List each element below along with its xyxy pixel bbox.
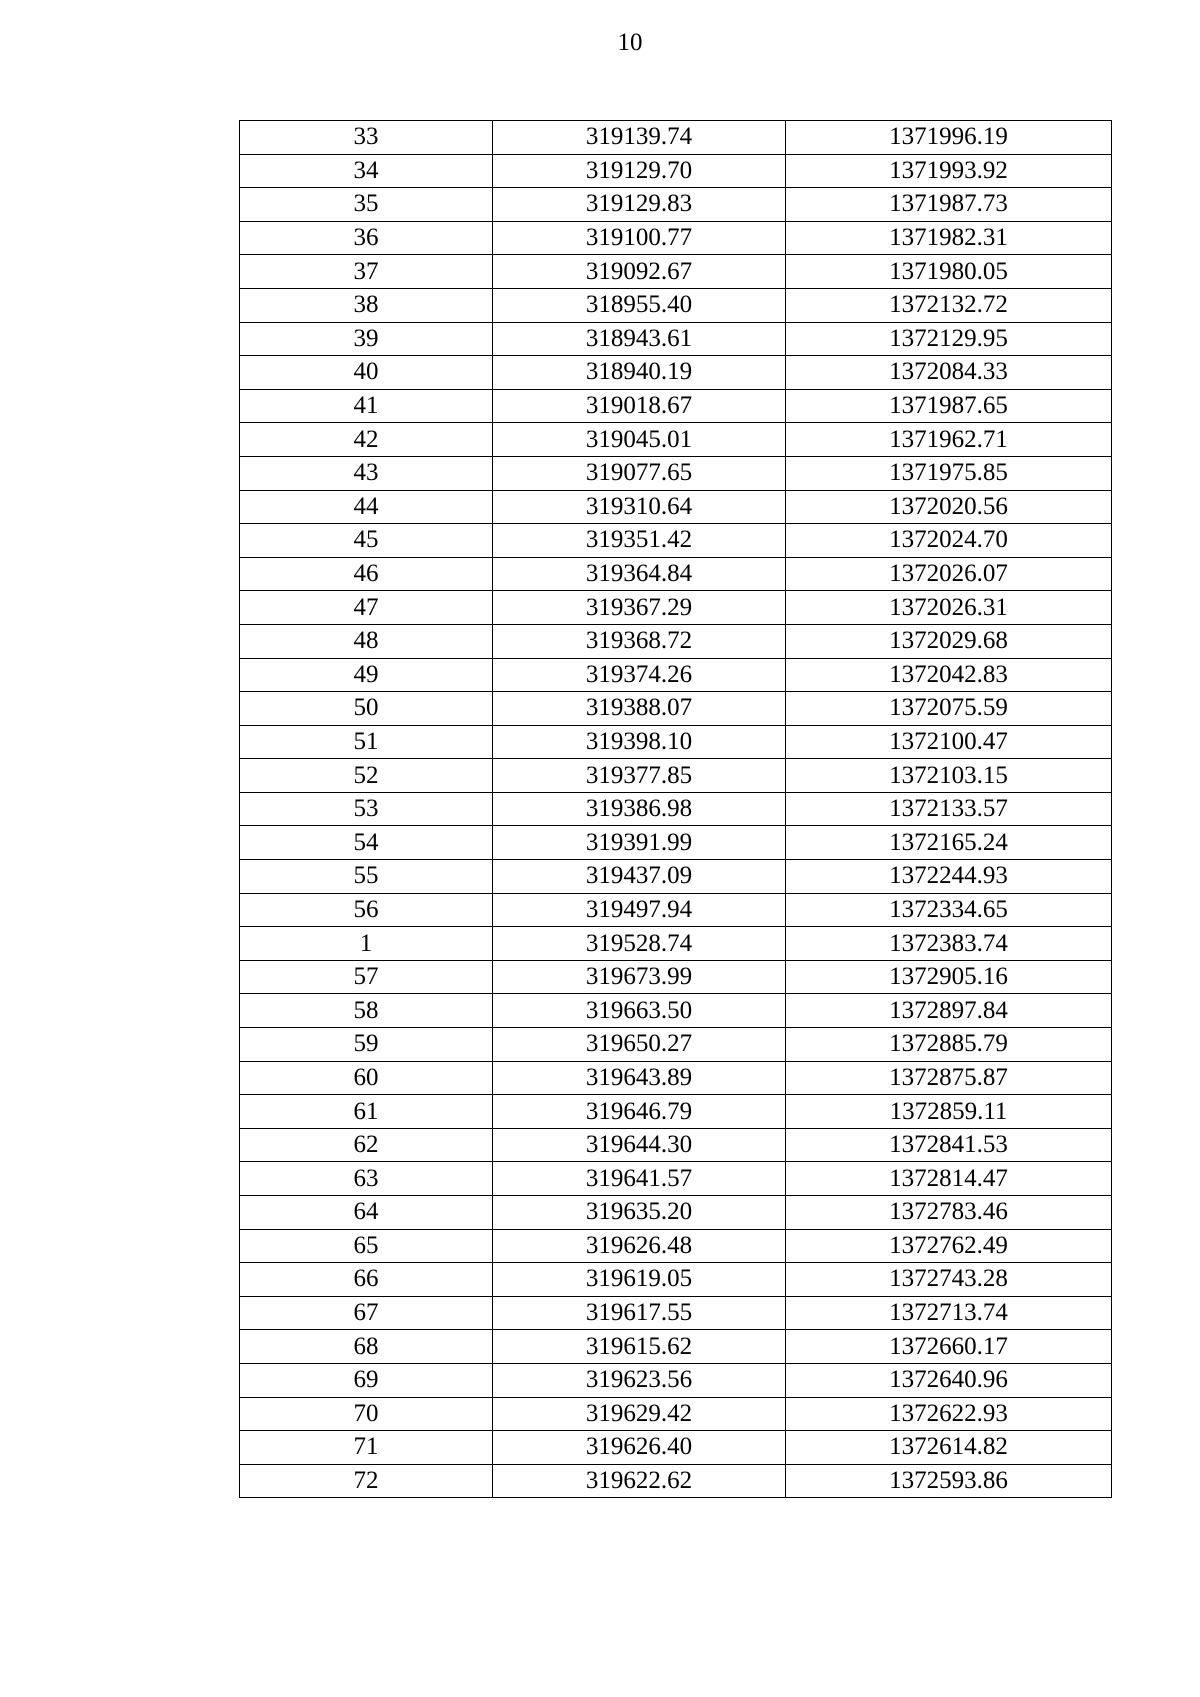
y-coordinate-cell: 1372100.47: [786, 725, 1112, 759]
point-number-cell: 70: [240, 1397, 493, 1431]
table-row: [240, 1229, 1112, 1263]
x-coordinate-cell: 319673.99: [493, 960, 786, 994]
y-coordinate-cell: 1372026.07: [786, 557, 1112, 591]
y-coordinate-cell: 1372841.53: [786, 1128, 1112, 1162]
x-coordinate-cell: 319386.98: [493, 792, 786, 826]
page-number: 10: [617, 29, 643, 56]
x-coordinate-cell: 319364.84: [493, 557, 786, 591]
x-coordinate-cell: 319644.30: [493, 1128, 786, 1162]
point-number-cell: 40: [240, 356, 493, 390]
point-number-cell: 54: [240, 826, 493, 860]
point-number-cell: 69: [240, 1363, 493, 1397]
table-row: [240, 1431, 1112, 1465]
point-number-cell: 56: [240, 893, 493, 927]
point-number-cell: 51: [240, 725, 493, 759]
x-coordinate-cell: 319388.07: [493, 692, 786, 726]
point-number-cell: 71: [240, 1431, 493, 1465]
table-row: [240, 658, 1112, 692]
point-number-cell: 36: [240, 221, 493, 255]
x-coordinate-cell: 319626.48: [493, 1229, 786, 1263]
y-coordinate-cell: 1372640.96: [786, 1363, 1112, 1397]
point-number-cell: 66: [240, 1263, 493, 1297]
table-row: [240, 1363, 1112, 1397]
point-number-cell: 44: [240, 490, 493, 524]
table-row: [240, 322, 1112, 356]
y-coordinate-cell: 1372244.93: [786, 860, 1112, 894]
y-coordinate-cell: 1372897.84: [786, 994, 1112, 1028]
table-row: [240, 692, 1112, 726]
y-coordinate-cell: 1371993.92: [786, 154, 1112, 188]
table-row: [240, 1196, 1112, 1230]
point-number-cell: 33: [240, 121, 493, 155]
table-row: [240, 121, 1112, 155]
point-number-cell: 39: [240, 322, 493, 356]
x-coordinate-cell: 319139.74: [493, 121, 786, 155]
point-number-cell: 1: [240, 927, 493, 961]
point-number-cell: 47: [240, 591, 493, 625]
y-coordinate-cell: 1371975.85: [786, 456, 1112, 490]
point-number-cell: 68: [240, 1330, 493, 1364]
y-coordinate-cell: 1371980.05: [786, 255, 1112, 289]
y-coordinate-cell: 1371996.19: [786, 121, 1112, 155]
point-number-cell: 67: [240, 1296, 493, 1330]
table-row: [240, 1296, 1112, 1330]
y-coordinate-cell: 1372614.82: [786, 1431, 1112, 1465]
point-number-cell: 45: [240, 524, 493, 558]
point-number-cell: 42: [240, 423, 493, 457]
point-number-cell: 43: [240, 456, 493, 490]
x-coordinate-cell: 319018.67: [493, 389, 786, 423]
table-row: [240, 759, 1112, 793]
x-coordinate-cell: 319368.72: [493, 624, 786, 658]
table-row: [240, 826, 1112, 860]
table-row: [240, 792, 1112, 826]
table-row: [240, 490, 1112, 524]
x-coordinate-cell: 319374.26: [493, 658, 786, 692]
point-number-cell: 61: [240, 1095, 493, 1129]
x-coordinate-cell: 319351.42: [493, 524, 786, 558]
x-coordinate-cell: 319437.09: [493, 860, 786, 894]
x-coordinate-cell: 319377.85: [493, 759, 786, 793]
point-number-cell: 59: [240, 1028, 493, 1062]
table-row: [240, 154, 1112, 188]
table-row: [240, 1263, 1112, 1297]
x-coordinate-cell: 319391.99: [493, 826, 786, 860]
y-coordinate-cell: 1372334.65: [786, 893, 1112, 927]
coordinates-table: [239, 120, 1112, 1498]
table-row: [240, 356, 1112, 390]
y-coordinate-cell: 1372132.72: [786, 288, 1112, 322]
y-coordinate-cell: 1372129.95: [786, 322, 1112, 356]
x-coordinate-cell: 319641.57: [493, 1162, 786, 1196]
y-coordinate-cell: 1372103.15: [786, 759, 1112, 793]
point-number-cell: 72: [240, 1464, 493, 1498]
y-coordinate-cell: 1371982.31: [786, 221, 1112, 255]
y-coordinate-cell: 1372905.16: [786, 960, 1112, 994]
x-coordinate-cell: 319626.40: [493, 1431, 786, 1465]
point-number-cell: 50: [240, 692, 493, 726]
x-coordinate-cell: 319663.50: [493, 994, 786, 1028]
y-coordinate-cell: 1372383.74: [786, 927, 1112, 961]
point-number-cell: 52: [240, 759, 493, 793]
table-row: [240, 994, 1112, 1028]
table-row: [240, 255, 1112, 289]
y-coordinate-cell: 1371987.65: [786, 389, 1112, 423]
point-number-cell: 46: [240, 557, 493, 591]
y-coordinate-cell: 1372622.93: [786, 1397, 1112, 1431]
table-row: [240, 288, 1112, 322]
y-coordinate-cell: 1372713.74: [786, 1296, 1112, 1330]
point-number-cell: 49: [240, 658, 493, 692]
table-row: [240, 1330, 1112, 1364]
point-number-cell: 48: [240, 624, 493, 658]
x-coordinate-cell: 319623.56: [493, 1363, 786, 1397]
table-row: [240, 1028, 1112, 1062]
y-coordinate-cell: 1372084.33: [786, 356, 1112, 390]
x-coordinate-cell: 319367.29: [493, 591, 786, 625]
y-coordinate-cell: 1372042.83: [786, 658, 1112, 692]
y-coordinate-cell: 1372875.87: [786, 1061, 1112, 1095]
table-row: [240, 893, 1112, 927]
y-coordinate-cell: 1372783.46: [786, 1196, 1112, 1230]
point-number-cell: 58: [240, 994, 493, 1028]
point-number-cell: 55: [240, 860, 493, 894]
y-coordinate-cell: 1372660.17: [786, 1330, 1112, 1364]
table-row: [240, 557, 1112, 591]
coordinates-table-body: [240, 121, 1112, 1498]
y-coordinate-cell: 1372020.56: [786, 490, 1112, 524]
table-row: [240, 524, 1112, 558]
table-row: [240, 1128, 1112, 1162]
y-coordinate-cell: 1372029.68: [786, 624, 1112, 658]
x-coordinate-cell: 319100.77: [493, 221, 786, 255]
point-number-cell: 41: [240, 389, 493, 423]
point-number-cell: 38: [240, 288, 493, 322]
point-number-cell: 60: [240, 1061, 493, 1095]
table-row: [240, 1464, 1112, 1498]
x-coordinate-cell: 319129.83: [493, 188, 786, 222]
point-number-cell: 34: [240, 154, 493, 188]
y-coordinate-cell: 1372859.11: [786, 1095, 1112, 1129]
x-coordinate-cell: 319077.65: [493, 456, 786, 490]
x-coordinate-cell: 319629.42: [493, 1397, 786, 1431]
x-coordinate-cell: 319635.20: [493, 1196, 786, 1230]
x-coordinate-cell: 319310.64: [493, 490, 786, 524]
y-coordinate-cell: 1372814.47: [786, 1162, 1112, 1196]
table-row: [240, 624, 1112, 658]
y-coordinate-cell: 1372743.28: [786, 1263, 1112, 1297]
point-number-cell: 57: [240, 960, 493, 994]
x-coordinate-cell: 319398.10: [493, 725, 786, 759]
x-coordinate-cell: 319646.79: [493, 1095, 786, 1129]
point-number-cell: 63: [240, 1162, 493, 1196]
table-row: [240, 960, 1112, 994]
x-coordinate-cell: 319622.62: [493, 1464, 786, 1498]
y-coordinate-cell: 1371987.73: [786, 188, 1112, 222]
y-coordinate-cell: 1372885.79: [786, 1028, 1112, 1062]
y-coordinate-cell: 1372762.49: [786, 1229, 1112, 1263]
y-coordinate-cell: 1372165.24: [786, 826, 1112, 860]
point-number-cell: 65: [240, 1229, 493, 1263]
x-coordinate-cell: 319497.94: [493, 893, 786, 927]
x-coordinate-cell: 319619.05: [493, 1263, 786, 1297]
point-number-cell: 64: [240, 1196, 493, 1230]
y-coordinate-cell: 1372024.70: [786, 524, 1112, 558]
y-coordinate-cell: 1372593.86: [786, 1464, 1112, 1498]
x-coordinate-cell: 319528.74: [493, 927, 786, 961]
x-coordinate-cell: 319045.01: [493, 423, 786, 457]
table-row: [240, 1397, 1112, 1431]
table-row: [240, 725, 1112, 759]
table-row: [240, 188, 1112, 222]
table-row: [240, 423, 1112, 457]
x-coordinate-cell: 319129.70: [493, 154, 786, 188]
x-coordinate-cell: 318955.40: [493, 288, 786, 322]
table-row: [240, 456, 1112, 490]
table-row: [240, 389, 1112, 423]
x-coordinate-cell: 318943.61: [493, 322, 786, 356]
table-row: [240, 1095, 1112, 1129]
y-coordinate-cell: 1372075.59: [786, 692, 1112, 726]
table-row: [240, 1162, 1112, 1196]
point-number-cell: 62: [240, 1128, 493, 1162]
y-coordinate-cell: 1372133.57: [786, 792, 1112, 826]
x-coordinate-cell: 319615.62: [493, 1330, 786, 1364]
point-number-cell: 37: [240, 255, 493, 289]
table-row: [240, 860, 1112, 894]
y-coordinate-cell: 1372026.31: [786, 591, 1112, 625]
x-coordinate-cell: 319092.67: [493, 255, 786, 289]
x-coordinate-cell: 319617.55: [493, 1296, 786, 1330]
table-row: [240, 221, 1112, 255]
table-row: [240, 927, 1112, 961]
point-number-cell: 35: [240, 188, 493, 222]
x-coordinate-cell: 318940.19: [493, 356, 786, 390]
point-number-cell: 53: [240, 792, 493, 826]
x-coordinate-cell: 319650.27: [493, 1028, 786, 1062]
x-coordinate-cell: 319643.89: [493, 1061, 786, 1095]
table-row: [240, 591, 1112, 625]
table-row: [240, 1061, 1112, 1095]
y-coordinate-cell: 1371962.71: [786, 423, 1112, 457]
